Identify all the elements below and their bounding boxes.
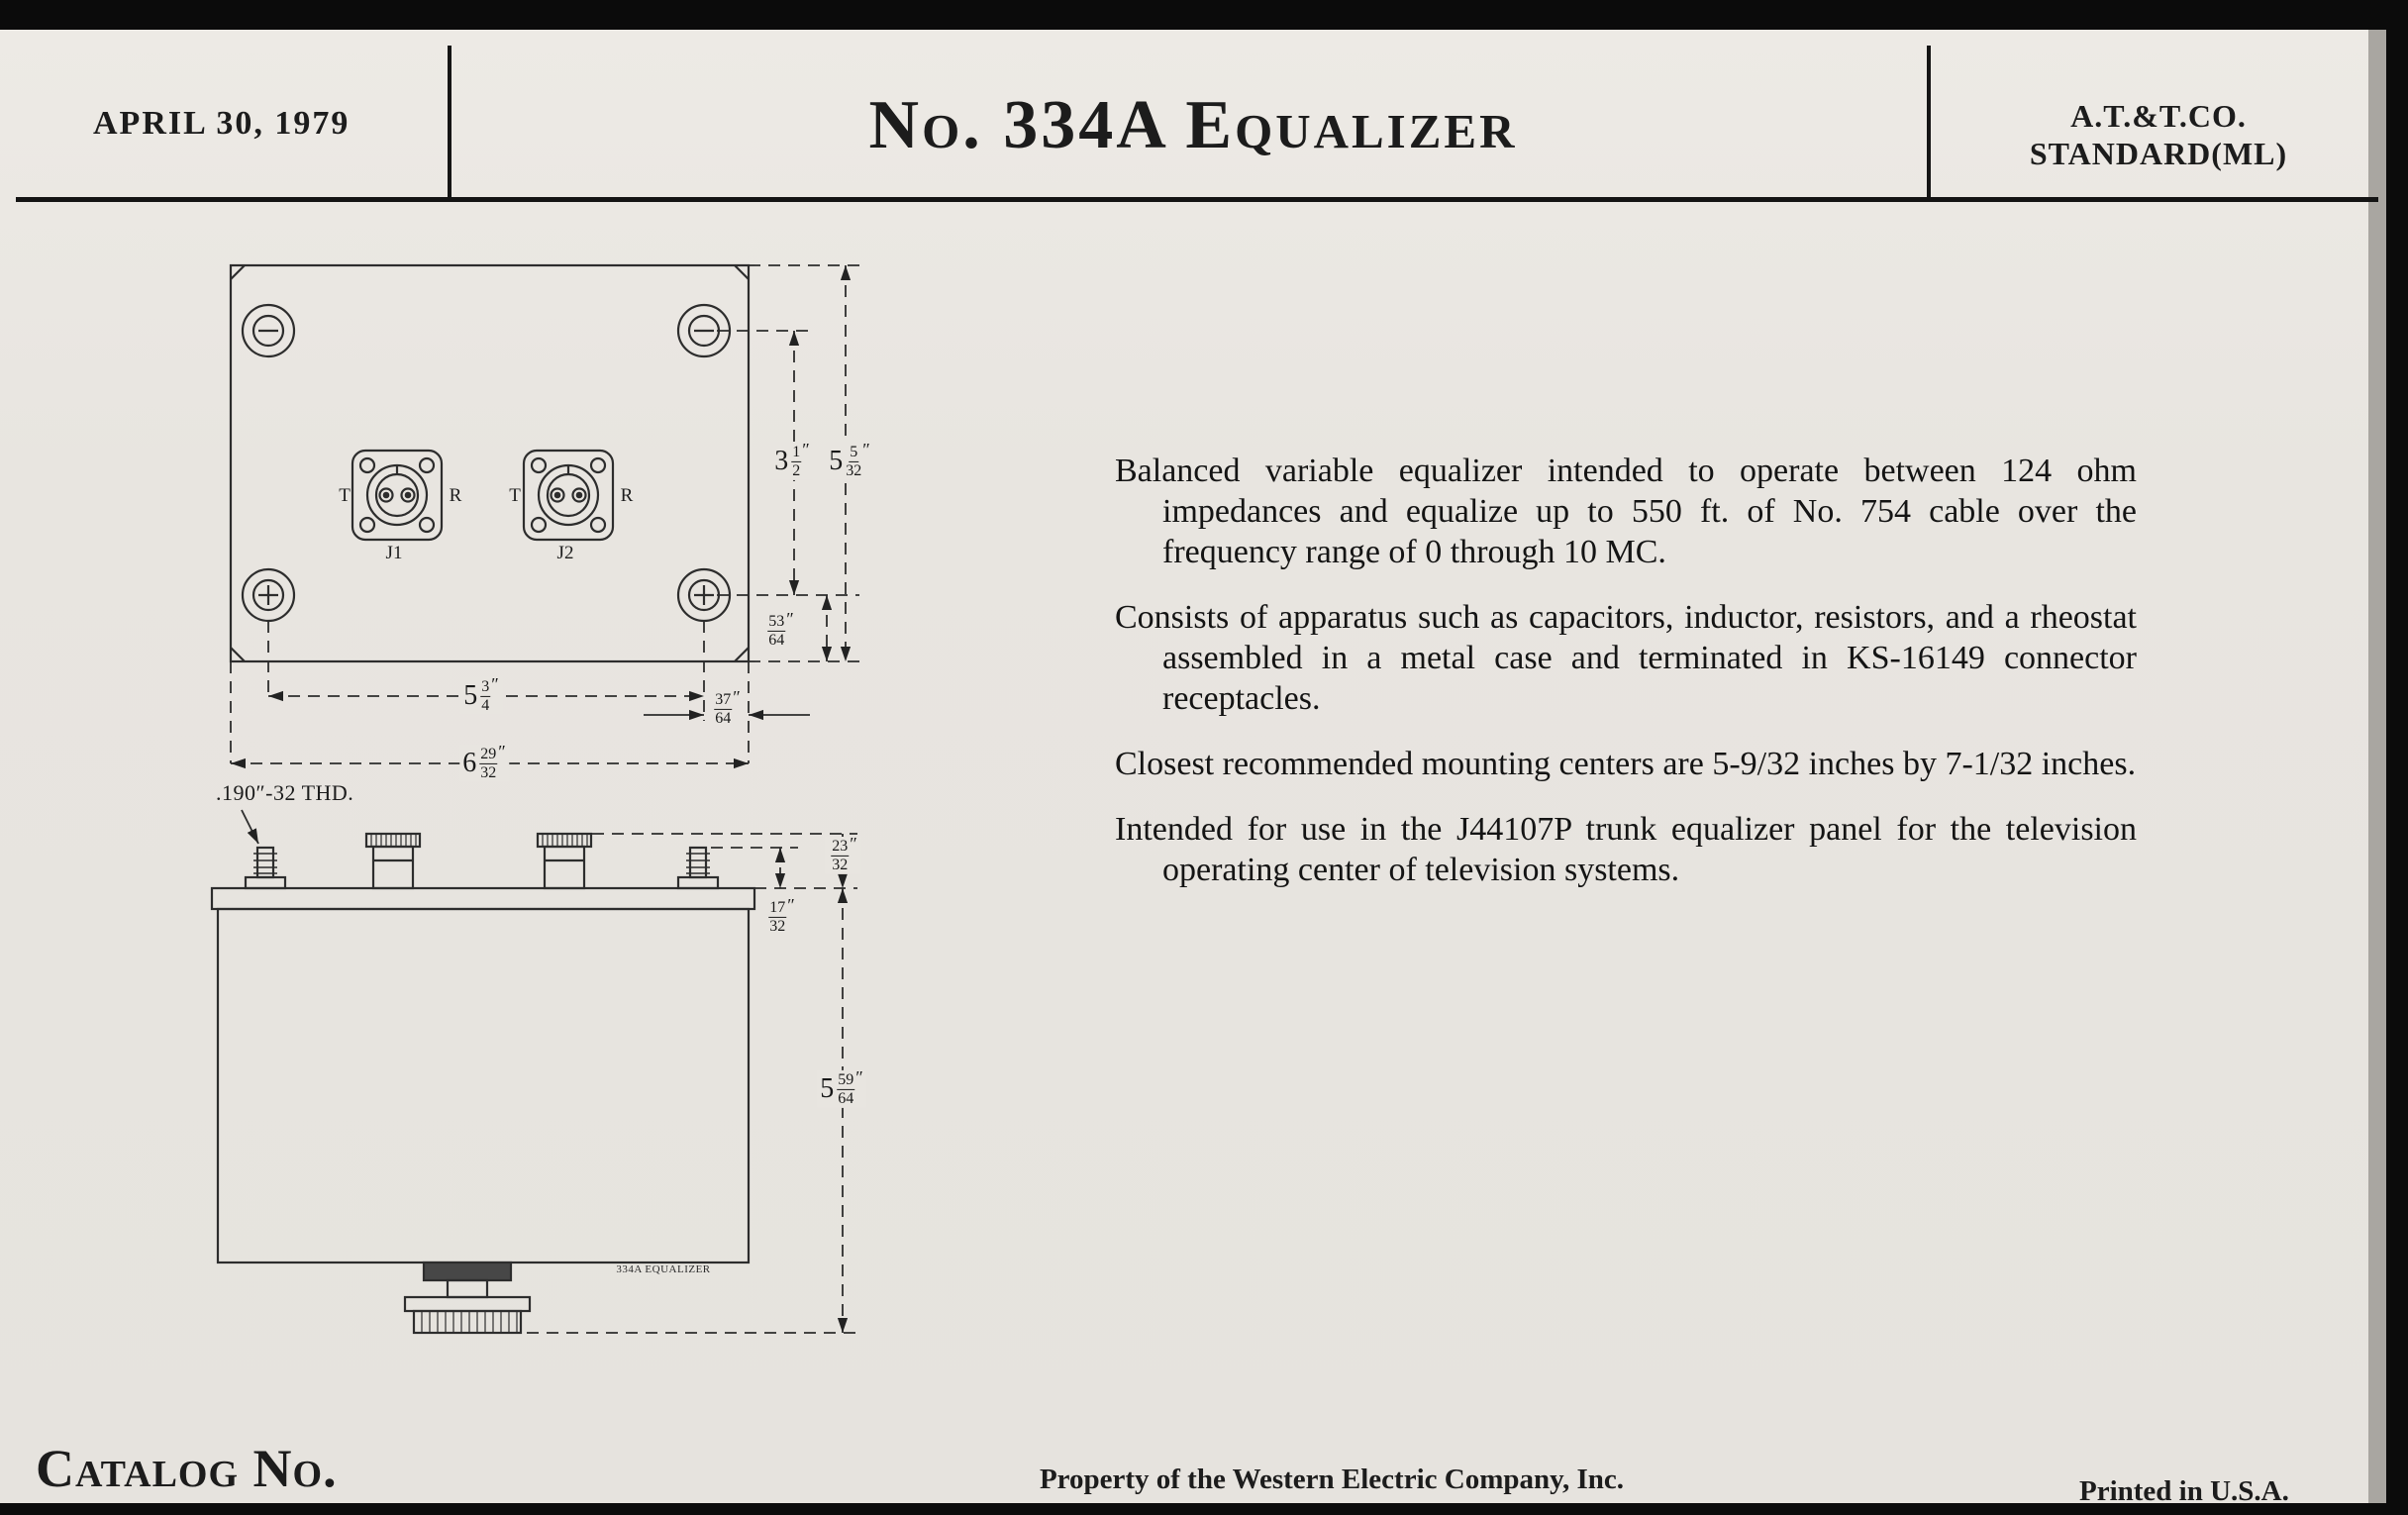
dim-whole: 5 (820, 1073, 835, 1104)
j1-label: J1 (385, 543, 403, 563)
connector-j1 (352, 451, 442, 540)
j2-label: J2 (556, 543, 574, 563)
dim-fraction (767, 613, 785, 649)
threaded-stud-left (246, 848, 285, 888)
dim-numerator: 3 (481, 677, 490, 695)
description-paragraph-2: Consists of apparatus such as capacitors, inductor, resistors, and a rheostat assembled in a metal case and terminated in KS-16149 connector receptacles. (1115, 599, 2137, 717)
front-case-outline (231, 265, 749, 661)
j1-tip-label: T (339, 485, 351, 506)
dim-numerator: 1 (792, 443, 801, 460)
issue-date: APRIL 30, 1979 (93, 105, 351, 142)
dim-denominator: 4 (481, 696, 490, 714)
thread-note-leader-arrow (242, 810, 258, 844)
nameplate-text: 334A EQUALIZER (616, 1263, 711, 1275)
dim-numerator: 37 (715, 690, 732, 708)
dim-unit: ″ (855, 1066, 863, 1087)
dim-body-height (817, 1066, 866, 1108)
description-paragraph-4: Intended for use in the J44107P trunk equalizer panel for the television operating center of television systems. (1115, 811, 2137, 888)
dim-screw-span-vertical (771, 439, 813, 480)
dim-denominator: 64 (838, 1089, 854, 1107)
dim-whole: 6 (462, 748, 477, 778)
description-paragraph-3: Closest recommended mounting centers are 5-9/32 inches by 7-1/32 inches. (1115, 746, 2137, 782)
dim-unit: ″ (850, 833, 857, 854)
front-view (231, 265, 749, 661)
dim-fraction (846, 444, 861, 479)
dim-screw-span-horizontal (460, 673, 502, 715)
dim-fraction (791, 444, 801, 479)
dim-unit: ″ (862, 439, 870, 459)
j2-tip-label: T (509, 485, 521, 506)
dimension-arrows-front (231, 265, 846, 763)
dim-denominator: 32 (846, 461, 862, 479)
dim-numerator: 59 (838, 1070, 854, 1088)
dim-side-screw-offset (708, 686, 744, 728)
j2-ring-label: R (620, 485, 634, 506)
dim-numerator: 17 (769, 898, 786, 916)
dim-numerator: 5 (850, 443, 858, 460)
side-case-outline (212, 888, 754, 1262)
dim-unit: ″ (786, 608, 794, 629)
property-notice: Property of the Western Electric Company, Inc. (1039, 1464, 1625, 1495)
dim-fraction (480, 678, 490, 714)
adjustment-knob (405, 1262, 530, 1333)
side-view (212, 810, 754, 1333)
description-text (1115, 451, 2137, 915)
dim-denominator: 2 (792, 461, 801, 479)
dim-overall-width (459, 741, 509, 782)
dim-denominator: 32 (832, 856, 849, 873)
dim-whole: 5 (829, 446, 844, 476)
dim-unit: ″ (733, 686, 741, 707)
dim-numerator: 53 (768, 612, 785, 630)
mounting-screw-bottom-left (243, 569, 294, 621)
thread-note: .190″-32 THD. (216, 780, 354, 805)
dim-denominator: 64 (768, 631, 785, 649)
catalog-number-label: Catalog No. (36, 1439, 338, 1498)
dim-numerator: 23 (832, 837, 849, 855)
dim-fraction (837, 1071, 854, 1107)
dim-stud-height (762, 894, 798, 936)
dim-fraction (768, 899, 786, 935)
dim-whole: 5 (463, 680, 478, 711)
connector-j2 (524, 451, 613, 540)
standard-line2: STANDARD(ML) (2029, 136, 2288, 171)
dim-unit: ″ (498, 741, 506, 761)
j1-ring-label: R (449, 485, 462, 506)
dim-denominator: 32 (769, 917, 786, 935)
dim-denominator: 64 (715, 709, 732, 727)
dim-connector-height (825, 833, 860, 874)
dim-numerator: 29 (480, 745, 497, 762)
page-title: No. 334A Equalizer (868, 87, 1518, 163)
threaded-stud-right (678, 848, 718, 888)
dim-overall-height (826, 439, 873, 480)
dim-fraction (714, 691, 732, 727)
side-connector-2 (538, 834, 591, 888)
dim-fraction (831, 838, 849, 873)
dim-whole: 3 (774, 446, 789, 476)
description-paragraph-1: Balanced variable equalizer intended to operate between 124 ohm impedances and equalize up to 550 ft. of No. 754 cable over the frequency range of 0 through 10 MC. (1115, 453, 2137, 570)
dim-bottom-screw-offset (761, 608, 797, 650)
standard-line1: A.T.&T.CO. (2070, 98, 2247, 134)
side-connector-1 (366, 834, 420, 888)
dim-fraction (479, 746, 497, 781)
dim-denominator: 32 (480, 763, 497, 781)
dim-unit: ″ (787, 894, 795, 915)
printed-notice: Printed in U.S.A. (2079, 1475, 2289, 1507)
dim-unit: ″ (491, 673, 499, 694)
mounting-screw-top-left (243, 305, 294, 356)
dim-unit: ″ (802, 439, 810, 459)
